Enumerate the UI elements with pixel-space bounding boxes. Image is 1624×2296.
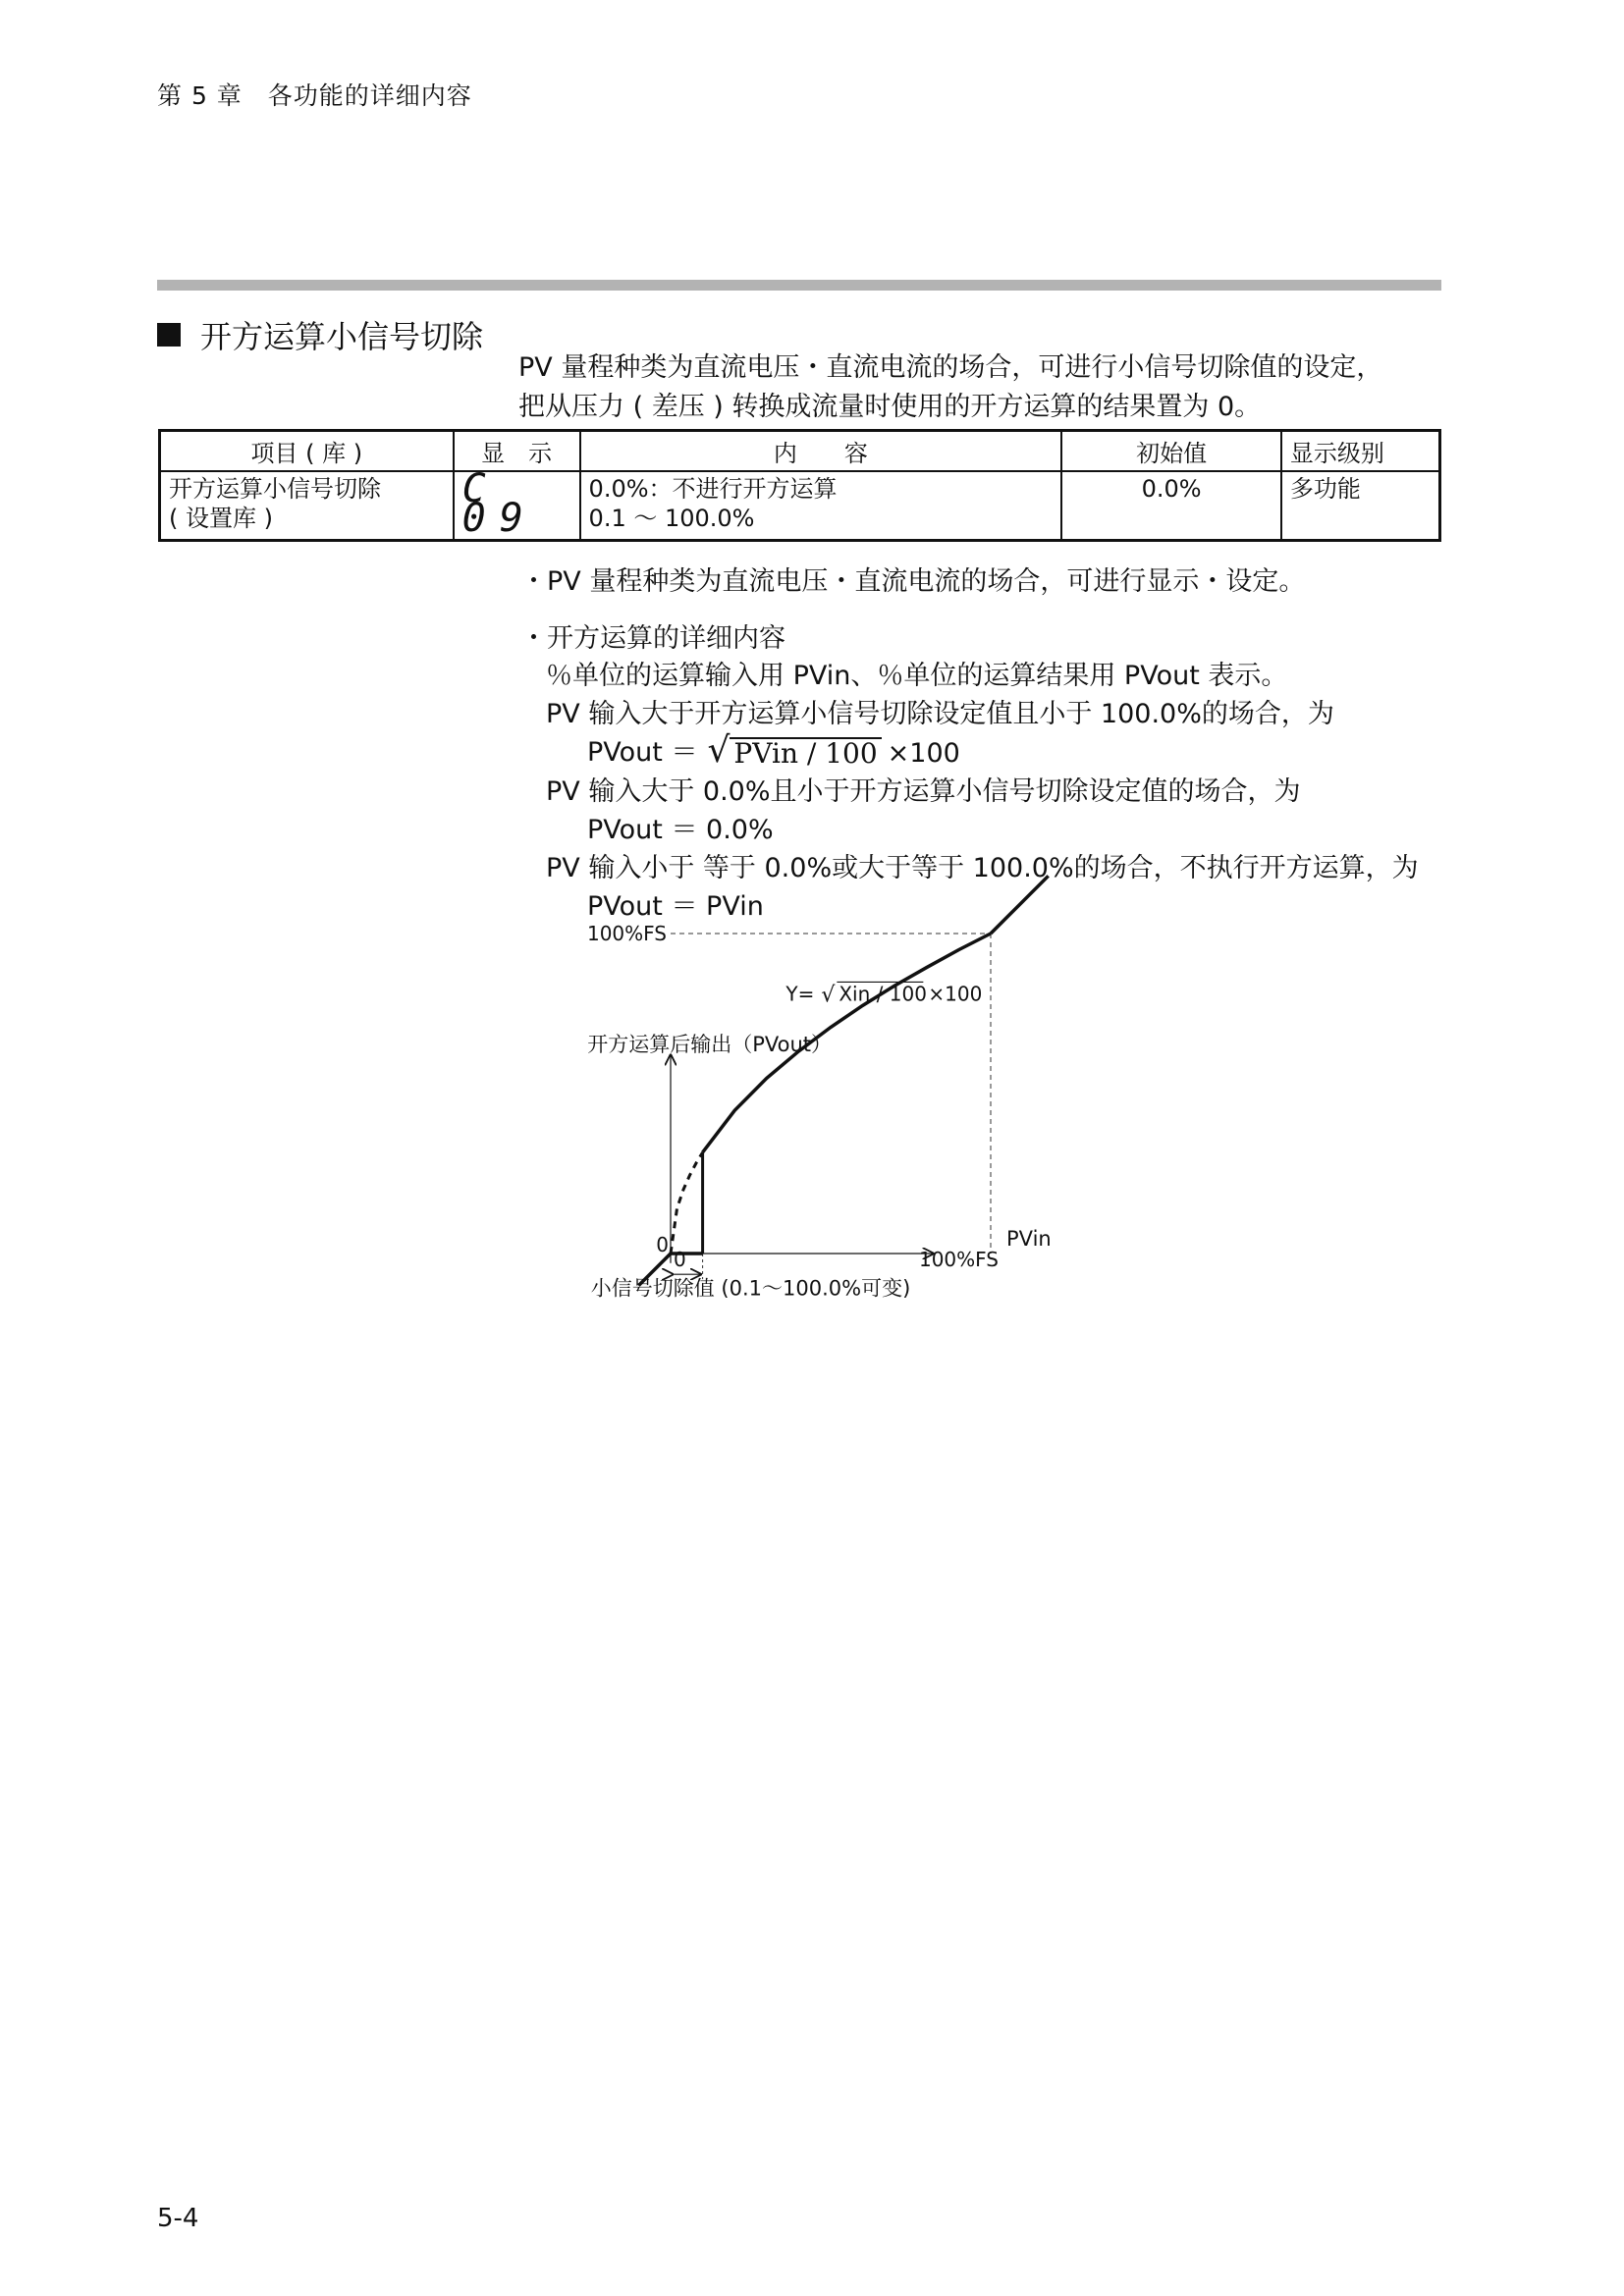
y-axis-label: 开方运算后输出（PVout） [587, 1032, 833, 1056]
header-display: 显 示 [454, 431, 580, 472]
curve-label-radicand: Xin / 100 [839, 982, 927, 1006]
bullet-1: ・PV 量程种类为直流电压・直流电流的场合，可进行显示・设定。 [520, 566, 1306, 597]
formula-1-left: PVout ＝ [587, 737, 698, 768]
series-line-4 [671, 1152, 703, 1254]
cell-initial: 0.0% [1061, 471, 1281, 541]
header-initial: 初始值 [1061, 431, 1281, 472]
formula-1-radicand: PVin / 100 [730, 737, 881, 769]
paragraph-4: PV 输入小于 等于 0.0%或大于等于 100.0%的场合，不执行开方运算，为 [546, 853, 1419, 883]
series-line-3 [991, 876, 1049, 934]
x-axis-label: PVin [1006, 1226, 1052, 1251]
sqrt-icon: √ [707, 730, 731, 771]
formula-2: PVout ＝ 0.0% [587, 815, 774, 845]
curve-label-suffix: ×100 [928, 982, 983, 1006]
paragraph-2: PV 输入大于开方运算小信号切除设定值且小于 100.0%的场合，为 [546, 699, 1334, 729]
origin-label-x: 0 [674, 1248, 686, 1272]
cutoff-label: 小信号切除值 (0.1～100.0%可变) [590, 1276, 911, 1301]
x-tick-label: 100%FS [918, 1248, 999, 1272]
item-bank: ( 设置库 ) [169, 505, 273, 532]
cell-level: 多功能 [1281, 471, 1440, 541]
formula-1-right: ×100 [887, 738, 960, 769]
header-level: 显示级别 [1281, 431, 1440, 472]
content-line-1: 0.0%：不进行开方运算 [588, 475, 838, 503]
curve-label-prefix: Y= [785, 982, 815, 1006]
origin-label-y: 0 [656, 1233, 669, 1256]
item-name: 开方运算小信号切除 [169, 475, 381, 503]
chapter-header: 第 5 章 各功能的详细内容 [157, 81, 472, 110]
section-title: 开方运算小信号切除 [200, 318, 484, 355]
content-line-2: 0.1 ～ 100.0% [588, 505, 755, 532]
formula-3: PVout ＝ PVin [587, 891, 764, 922]
intro-line-1: PV 量程种类为直流电压・直流电流的场合，可进行小信号切除值的设定， [518, 352, 1383, 383]
bullet-2: ・开方运算的详细内容 [520, 623, 785, 654]
sqrt-label-icon: √ [821, 983, 836, 1008]
paragraph-1: ％单位的运算输入用 PVin、％单位的运算结果用 PVout 表示。 [546, 661, 1288, 691]
page-number: 5-4 [157, 2204, 199, 2233]
header-item: 项目 ( 库 ) [160, 431, 454, 472]
cell-display-code: C 09 [454, 471, 580, 541]
header-content: 内 容 [580, 431, 1062, 472]
y-tick-label: 100%FS [586, 922, 667, 945]
intro-line-2: 把从压力 ( 差压 ) 转换成流量时使用的开方运算的结果置为 0。 [518, 392, 1262, 422]
paragraph-3: PV 输入大于 0.0%且小于开方运算小信号切除设定值的场合，为 [546, 776, 1301, 807]
